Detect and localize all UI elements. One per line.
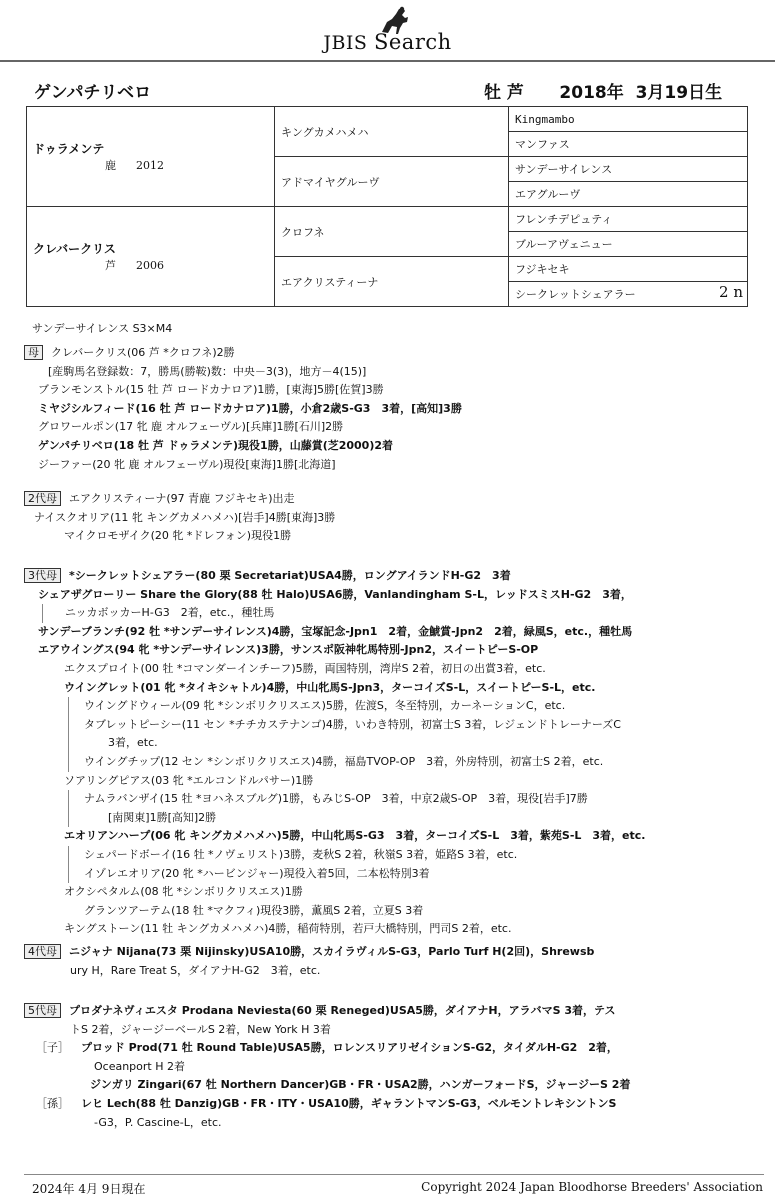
family-number: 2 n [719,283,743,301]
family-line: *シークレットシェアラー(80 栗 Secretariat)USA4勝，ロングアイランドH-G2 3着 [69,569,511,582]
horse-name: ゲンパチリベロ [34,83,152,103]
family-line: トS 2着，ジャージーベールS 2着，New York H 3着 [70,1022,331,1036]
family-line: オクシペタルム(08 牝 *シンボリクリスエス)1勝 [64,885,303,899]
pedigree-g3-cell[interactable]: ブルーアヴェニュー [509,232,748,257]
as-of-date: 2024年 4月 9日現在 [32,1182,146,1196]
dam-name: クレバークリス [33,242,116,256]
family-line: エクスプロイト(00 牡 *コマンダーインチーフ)5勝，両国特別，湾岸S 2着，初日の出賞3着，etc. [64,661,546,675]
family-line: -G3，P. Cascine-L，etc. [94,1115,222,1129]
family-line: レヒ Lech(88 牡 Danzig)GB・FR・ITY・USA10勝，ギャラントマンS-G3，ベルモントレキシントンS [81,1096,617,1110]
family-line: クレバークリス(06 芦 *クロフネ)2勝 [51,346,235,359]
pedigree-g3-cell[interactable]: Kingmambo [509,107,748,132]
family-line: Oceanport H 2着 [94,1059,185,1073]
child-label: ［子］ [36,1041,69,1055]
pedigree-g3-cell[interactable]: シークレットシェアラー 2 n [509,282,748,307]
family-line: タブレットピーシー(11 セン *チチカステナンゴ)4勝，いわき特別，初富士S 3着，レジェンドトレーナーズC [84,717,621,731]
section-third-dam [24,567,754,939]
logo-jbis: JBIS [323,32,368,54]
family-line: グロワールポン(17 牝 鹿 オルフェーヴル)[兵庫]1勝[石川]2勝 [38,420,344,434]
section-fifth-dam [24,1002,754,1132]
family-line: [産駒馬名登録数：7，勝馬(勝鞍)数：中央－3(3)，地方－4(15)] [48,364,367,378]
sire-color: 鹿 [105,159,116,172]
pedigree-dam-dam[interactable]: エアクリスティーナ [275,257,509,307]
family-line: ゲンパチリベロ(18 牡 芦 ドゥラメンテ)現役1勝，山藤賞(芝2000)2着 [38,438,394,452]
pedigree-sire-sire[interactable]: キングカメハメハ [275,107,509,157]
family-line: ジーファー(20 牝 鹿 オルフェーヴル)現役[東海]1勝[北海道] [38,457,336,471]
pedigree-table [26,106,748,307]
horse-info: 牡 芦 2018年 3月19日生 [484,83,723,103]
section-fourth-dam [24,943,754,980]
family-line: エアウイングス(94 牝 *サンデーサイレンス)3勝，サンスポ阪神牝馬特別-Jpn2，スイートピーS-OP [38,643,539,657]
family-line: ブランモンストル(15 牡 芦 ロードカナロア)1勝，[東海]5勝[佐賀]3勝 [38,383,384,397]
family-line: ミヤジシルフィード(16 牡 芦 ロードカナロア)1勝，小倉2歳S-G3 3着，[高知]3勝 [38,401,462,415]
dam-year: 2006 [136,259,164,272]
family-line: ニジャナ Nijana(73 栗 Nijinsky)USA10勝，スカイラヴィルS-G3，Parlo Turf H(2回)，Shrewsb [69,945,595,958]
section-tag: 2代母 [24,491,61,506]
copyright: Copyright 2024 Japan Bloodhorse Breeders' Association [421,1180,763,1194]
section-tag: 3代母 [24,568,61,583]
sire-year: 2012 [136,159,164,172]
family-line: エアクリスティーナ(97 青鹿 フジキセキ)出走 [69,492,295,505]
grandchild-label: ［孫］ [36,1096,69,1110]
family-line: ナムラバンザイ(15 牡 *ヨハネスブルグ)1勝，もみじS-OP 3着，中京2歳S-OP 3着，現役[岩手]7勝 [84,792,588,806]
family-line: ニッカボッカーH-G3 2着，etc.，種牡馬 [42,604,754,623]
inbreeding-note: サンデーサイレンス S3×M4 [32,322,173,335]
logo-search: Search [373,30,452,54]
family-line: ジンガリ Zingari(67 牡 Northern Dancer)GB・FR・USA2勝，ハンガーフォードS，ジャージーS 2着 [90,1078,631,1092]
family-line: エオリアンハープ(06 牝 キングカメハメハ)5勝，中山牝馬S-G3 3着，ターコイズS-L 3着，紫苑S-L 3着，etc. [64,829,646,843]
family-line: プロダナネヴィエスタ Prodana Neviesta(60 栗 Reneged)USA5勝，ダイアナH，アラバマS 3着，テス [69,1004,616,1017]
family-line: ウイングドウィール(09 牝 *シンボリクリスエス)5勝，佐渡S，冬至特別，カーネーションC，etc. [84,699,566,713]
jbis-logo[interactable] [0,6,775,54]
family-line: キングストーン(11 牡 キングカメハメハ)4勝，稲荷特別，若戸大橋特別，門司S 2着，etc. [64,922,512,936]
pedigree-g3-cell[interactable]: マンファス [509,132,748,157]
dam-color: 芦 [105,259,116,272]
family-line: シェアザグローリー Share the Glory(88 牡 Halo)USA6勝，Vanlandingham S-L，レッドスミスH-G2 3着， [38,587,632,601]
family-line: ury H，Rare Treat S，ダイアナH-G2 3着，etc. [70,963,321,977]
pedigree-g3-cell[interactable]: フレンチデピュティ [509,207,748,232]
section-dam [24,344,754,474]
family-line: 3着，etc. [108,736,158,750]
family-line: ナイスクオリア(11 牝 キングカメハメハ)[岩手]4勝[東海]3勝 [34,510,336,524]
pedigree-g3-cell[interactable]: フジキセキ [509,257,748,282]
pedigree-sire-dam[interactable]: アドマイヤグルーヴ [275,157,509,207]
section-second-dam [24,490,754,546]
family-line: プロッド Prod(71 牡 Round Table)USA5勝，ロレンスリアリゼイションS-G2，タイダルH-G2 2着， [81,1041,618,1055]
family-line: [南関東]1勝[高知]2勝 [108,810,217,824]
family-line: ソアリングピアス(03 牝 *エルコンドルパサー)1勝 [64,773,314,787]
pedigree-dam-sire[interactable]: クロフネ [275,207,509,257]
footer-divider [24,1174,764,1175]
pedigree-g3-cell[interactable]: サンデーサイレンス [509,157,748,182]
section-tag: 5代母 [24,1003,61,1018]
pedigree-g3-cell[interactable]: エアグルーヴ [509,182,748,207]
family-line: ウイングチップ(12 セン *シンボリクリスエス)4勝，福島TVOP-OP 3着，外房特別，初富士S 2着，etc. [84,754,604,768]
sire-name: ドゥラメンテ [33,142,105,156]
family-line: シェパードボーイ(16 牡 *ノヴェリスト)3勝，麦秋S 2着，秋嶺S 3着，姫路S 3着，etc. [84,847,518,861]
section-tag: 4代母 [24,944,61,959]
family-line: マイクロモザイク(20 牝 *ドレフォン)現役1勝 [64,529,292,543]
family-line: グランツアーテム(18 牡 *マクフィ)現役3勝，薫風S 2着，立夏S 3着 [84,903,424,917]
section-tag: 母 [24,345,43,360]
pedigree-dam[interactable] [27,207,275,307]
header-divider [0,60,775,62]
family-line: ウイングレット(01 牝 *タイキシャトル)4勝，中山牝馬S-Jpn3，ターコイズS-L，スイートピーS-L，etc. [64,680,596,694]
pedigree-sire[interactable] [27,107,275,207]
family-line: サンデーブランチ(92 牡 *サンデーサイレンス)4勝，宝塚記念-Jpn1 2着，金鯱賞-Jpn2 2着，緑風S，etc.，種牡馬 [38,624,633,638]
family-line: イゾレエオリア(20 牝 *ハービンジャー)現役入着5回，二本松特別3着 [84,866,430,880]
